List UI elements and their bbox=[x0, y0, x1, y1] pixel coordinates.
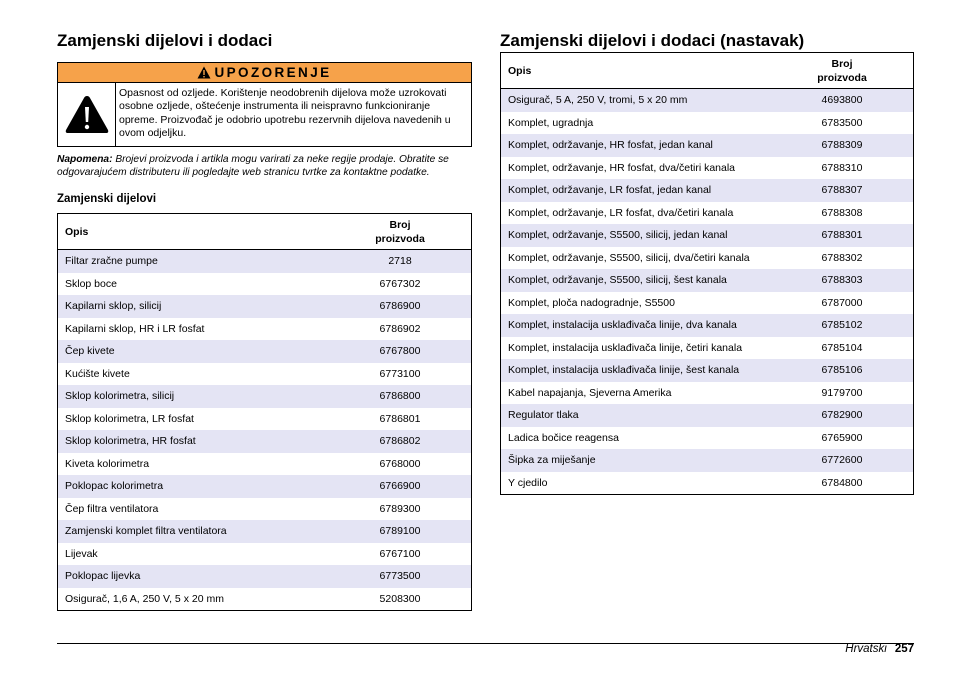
cell-description: Čep kivete bbox=[58, 340, 330, 363]
cell-description: Šipka za miješanje bbox=[501, 449, 772, 472]
cell-product-number: 6782900 bbox=[771, 404, 914, 427]
table-row bbox=[501, 89, 914, 112]
table-row bbox=[58, 565, 472, 588]
cell-description: Komplet, održavanje, HR fosfat, jedan kanal bbox=[501, 134, 772, 157]
cell-product-number: 6788301 bbox=[771, 224, 914, 247]
cell-description: Sklop kolorimetra, LR fosfat bbox=[65, 412, 194, 425]
subsection-title: Zamjenski dijelovi bbox=[57, 193, 157, 206]
table-row bbox=[501, 112, 914, 135]
cell-description: Ladica bočice reagensa bbox=[508, 431, 619, 444]
cell-product-number: 6767100 bbox=[379, 547, 421, 560]
cell-description: Osigurač, 1,6 A, 250 V, 5 x 20 mm bbox=[65, 592, 224, 605]
cell-product-number: 6786800 bbox=[329, 385, 472, 408]
warning-label: UPOZORENJE bbox=[214, 65, 332, 80]
table-row bbox=[58, 385, 472, 408]
cell-description: Komplet, ugradnja bbox=[508, 116, 594, 129]
table-row bbox=[58, 543, 472, 566]
table-row bbox=[501, 157, 914, 180]
col-header-num: Broj proizvoda bbox=[771, 53, 914, 89]
col-header-desc: Opis bbox=[501, 53, 772, 89]
cell-description: Filtar zračne pumpe bbox=[58, 250, 330, 273]
cell-description: Sklop boce bbox=[65, 277, 117, 290]
table-row bbox=[501, 247, 914, 270]
table-row bbox=[58, 430, 472, 453]
note-text: Brojevi proizvoda i artikla mogu varirati za neke regije prodaje. Obratite se odgovarajućem distributeru ili pogledajte web stranicu tvrtke za kontaktne podatke. bbox=[57, 154, 449, 179]
cell-description: Komplet, održavanje, HR fosfat, dva/četiri kanala bbox=[508, 161, 736, 174]
cell-product-number: 6785106 bbox=[771, 359, 914, 382]
cell-product-number: 9179700 bbox=[821, 386, 863, 399]
cell-description: Komplet, održavanje, LR fosfat, jedan kanal bbox=[501, 179, 772, 202]
table-row bbox=[501, 404, 914, 427]
note-prefix: Napomena: bbox=[57, 154, 113, 166]
table-row bbox=[58, 453, 472, 476]
cell-product-number: 6788303 bbox=[771, 269, 914, 292]
section-title: Zamjenski dijelovi i dodaci bbox=[57, 31, 273, 50]
cell-product-number: 6786900 bbox=[329, 295, 472, 318]
cell-description: Komplet, instalacija usklađivača linije, dva kanala bbox=[501, 314, 772, 337]
cell-product-number: 6767302 bbox=[379, 277, 421, 290]
note bbox=[57, 153, 457, 179]
cell-product-number: 2718 bbox=[329, 250, 472, 273]
col-header-desc: Opis bbox=[58, 214, 330, 250]
cell-description: Komplet, održavanje, S5500, silicij, dva/četiri kanala bbox=[508, 251, 750, 264]
cell-product-number: 6773500 bbox=[329, 565, 472, 588]
table-row bbox=[58, 588, 472, 611]
warning-header bbox=[58, 63, 471, 83]
table-row bbox=[501, 449, 914, 472]
cell-description: Zamjenski komplet filtra ventilatora bbox=[58, 520, 330, 543]
cell-product-number: 6773100 bbox=[379, 367, 421, 380]
cell-product-number: 6789300 bbox=[379, 502, 421, 515]
cell-product-number: 6784800 bbox=[821, 476, 863, 489]
cell-description: Kabel napajanja, Sjeverna Amerika bbox=[508, 386, 672, 399]
page-number: 257 bbox=[894, 643, 914, 655]
cell-product-number: 6788302 bbox=[821, 251, 863, 264]
cell-description: Osigurač, 5 A, 250 V, tromi, 5 x 20 mm bbox=[501, 89, 772, 112]
cell-product-number: 6788307 bbox=[771, 179, 914, 202]
table-row bbox=[58, 318, 472, 341]
table-row bbox=[501, 472, 914, 495]
page-footer bbox=[845, 643, 914, 655]
table-row bbox=[58, 363, 472, 386]
cell-description: Kiveta kolorimetra bbox=[65, 457, 150, 470]
table-row bbox=[501, 269, 914, 292]
cell-product-number: 6786902 bbox=[379, 322, 421, 335]
cell-product-number: 6787000 bbox=[821, 296, 863, 309]
table-row bbox=[501, 427, 914, 450]
cell-product-number: 6768000 bbox=[379, 457, 421, 470]
table-row bbox=[58, 250, 472, 273]
table-row bbox=[501, 359, 914, 382]
cell-description: Kapilarni sklop, silicij bbox=[58, 295, 330, 318]
cell-description: Sklop kolorimetra, silicij bbox=[58, 385, 330, 408]
cell-description: Y cjedilo bbox=[508, 476, 548, 489]
cell-product-number: 4693800 bbox=[771, 89, 914, 112]
cell-description: Poklopac lijevka bbox=[58, 565, 330, 588]
warning-small-icon bbox=[197, 66, 211, 79]
table-row bbox=[58, 498, 472, 521]
warning-text: Opasnost od ozljede. Korištenje neodobrenih dijelova može uzrokovati osobne ozljede, oštećenje instrumenta ili neispravno funkcioniranje opreme. Proizvođač je odobrio upotrebu rezervnih dijelova navedenih u ovom odjeljku. bbox=[119, 87, 451, 139]
cell-description: Regulator tlaka bbox=[501, 404, 772, 427]
cell-product-number: 6766900 bbox=[329, 475, 472, 498]
cell-description: Čep filtra ventilatora bbox=[65, 502, 159, 515]
cell-description: Sklop kolorimetra, HR fosfat bbox=[58, 430, 330, 453]
cell-product-number: 6783500 bbox=[821, 116, 863, 129]
table-row bbox=[501, 134, 914, 157]
parts-table-left bbox=[57, 213, 472, 611]
cell-product-number: 5208300 bbox=[379, 592, 421, 605]
cell-product-number: 6765900 bbox=[821, 431, 863, 444]
footer-language: Hrvatski bbox=[845, 643, 887, 655]
table-row bbox=[501, 382, 914, 405]
cell-product-number: 6788310 bbox=[821, 161, 863, 174]
cell-description: Komplet, ploča nadogradnje, S5500 bbox=[508, 296, 675, 309]
table-row bbox=[58, 340, 472, 363]
cell-product-number: 6785104 bbox=[821, 341, 863, 354]
cell-product-number: 6789100 bbox=[329, 520, 472, 543]
table-row bbox=[501, 224, 914, 247]
table-row bbox=[501, 202, 914, 225]
table-row bbox=[58, 273, 472, 296]
cell-product-number: 6772600 bbox=[771, 449, 914, 472]
table-row bbox=[501, 337, 914, 360]
cell-description: Komplet, održavanje, S5500, silicij, šest kanala bbox=[501, 269, 772, 292]
table-row bbox=[58, 475, 472, 498]
table-row bbox=[58, 520, 472, 543]
cell-product-number: 6785102 bbox=[771, 314, 914, 337]
cell-description: Lijevak bbox=[65, 547, 98, 560]
warning-triangle-icon bbox=[58, 83, 116, 146]
cell-description: Poklopac kolorimetra bbox=[58, 475, 330, 498]
table-row bbox=[501, 179, 914, 202]
cell-description: Komplet, instalacija usklađivača linije, šest kanala bbox=[501, 359, 772, 382]
footer-divider bbox=[57, 643, 914, 644]
cell-description: Komplet, održavanje, S5500, silicij, jedan kanal bbox=[501, 224, 772, 247]
section-title-continued: Zamjenski dijelovi i dodaci (nastavak) bbox=[500, 31, 805, 50]
parts-table-right bbox=[500, 52, 914, 495]
cell-product-number: 6786801 bbox=[379, 412, 421, 425]
table-row bbox=[58, 295, 472, 318]
cell-product-number: 6767800 bbox=[329, 340, 472, 363]
cell-product-number: 6786802 bbox=[329, 430, 472, 453]
col-header-num: Broj proizvoda bbox=[329, 214, 472, 250]
cell-description: Komplet, održavanje, LR fosfat, dva/četiri kanala bbox=[508, 206, 734, 219]
left-column bbox=[57, 30, 472, 611]
table-row bbox=[501, 292, 914, 315]
warning-box bbox=[57, 62, 472, 147]
cell-product-number: 6788308 bbox=[821, 206, 863, 219]
table-row bbox=[501, 314, 914, 337]
right-column bbox=[500, 30, 914, 495]
cell-description: Kućište kivete bbox=[65, 367, 130, 380]
cell-product-number: 6788309 bbox=[771, 134, 914, 157]
cell-description: Kapilarni sklop, HR i LR fosfat bbox=[65, 322, 205, 335]
table-row bbox=[58, 408, 472, 431]
cell-description: Komplet, instalacija usklađivača linije, četiri kanala bbox=[508, 341, 743, 354]
